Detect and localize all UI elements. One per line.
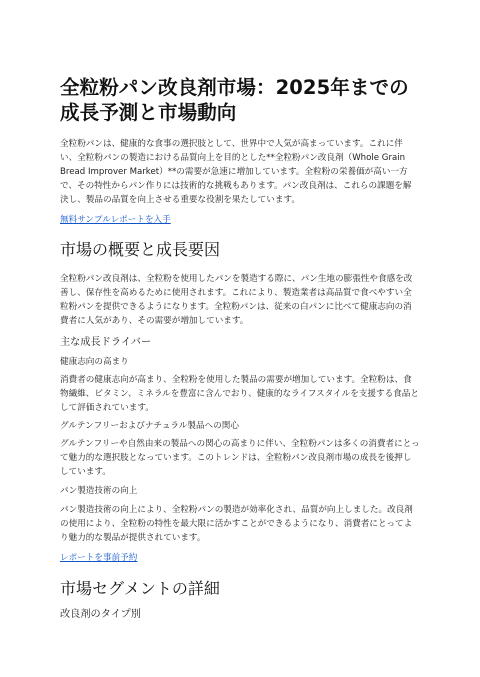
market-segments-heading: 市場セグメントの詳細 bbox=[60, 579, 220, 598]
growth-drivers-heading: 主な成長ドライバー bbox=[60, 337, 152, 348]
driver-heading-technology: パン製造技術の向上 bbox=[60, 486, 138, 496]
document-title: 全粒粉パン改良剤市場：2025年までの成長予測と市場動向 bbox=[60, 76, 409, 124]
driver-paragraph-technology: パン製造技術の向上により、全粒粉パンの製造が効率化され、品質が向上しました。改良剤の使用により、全粒粉の特性を最大限に活かすことができるようになり、消費者にとってより魅力的な製品が提供されています。 bbox=[60, 505, 413, 543]
intro-paragraph: 全粒粉パンは、健康的な食事の選択肢として、世界中で人気が高まっています。これに伴い、全粒粉パンの製造における品質向上を目的とした**全粒粉パン改良剤（Whole Grain Bread Improver Market）**の需要が急速に増加しています。全粒粉の栄養価が高い一方で、その特性からパン作りには技術的な挑戦もあります。パン改良剤は、これらの課題を解決し、製品の品質を向上させる重要な役割を果たしています。 bbox=[60, 139, 412, 205]
driver-paragraph-gluten-free: グルテンフリーや自然由来の製品への関心の高まりに伴い、全粒粉パンは多くの消費者にとって魅力的な選択肢となっています。このトレンドは、全粒粉パン改良剤市場の成長を後押ししています。 bbox=[60, 439, 420, 477]
pre-order-report-link[interactable]: レポートを事前予約 bbox=[60, 553, 138, 563]
driver-heading-gluten-free: グルテンフリーおよびナチュラル製品への関心 bbox=[60, 421, 239, 431]
market-overview-heading: 市場の概要と成長要因 bbox=[60, 240, 221, 259]
improver-type-subheading: 改良剤のタイプ別 bbox=[60, 609, 141, 620]
free-sample-report-link[interactable]: 無料サンプルレポートを入手 bbox=[60, 215, 171, 225]
driver-paragraph-health: 消費者の健康志向が高まり、全粒粉を使用した製品の需要が増加しています。全粒粉は、食物繊維、ビタミン、ミネラルを豊富に含んでおり、健康的なライフスタイルを支援する食品として評価されています。 bbox=[60, 375, 419, 413]
driver-heading-health: 健康志向の高まり bbox=[60, 357, 129, 367]
market-overview-paragraph: 全粒粉パン改良剤は、全粒粉を使用したパンを製造する際に、パン生地の膨張性や食感を改善し、保存性を高めるために使用されます。これにより、製造業者は高品質で食べやすい全粒粉パンを提供できるようになります。全粒粉パンは、従来の白パンに比べて健康志向の消費者に人気があり、その需要が増加しています。 bbox=[60, 274, 413, 326]
